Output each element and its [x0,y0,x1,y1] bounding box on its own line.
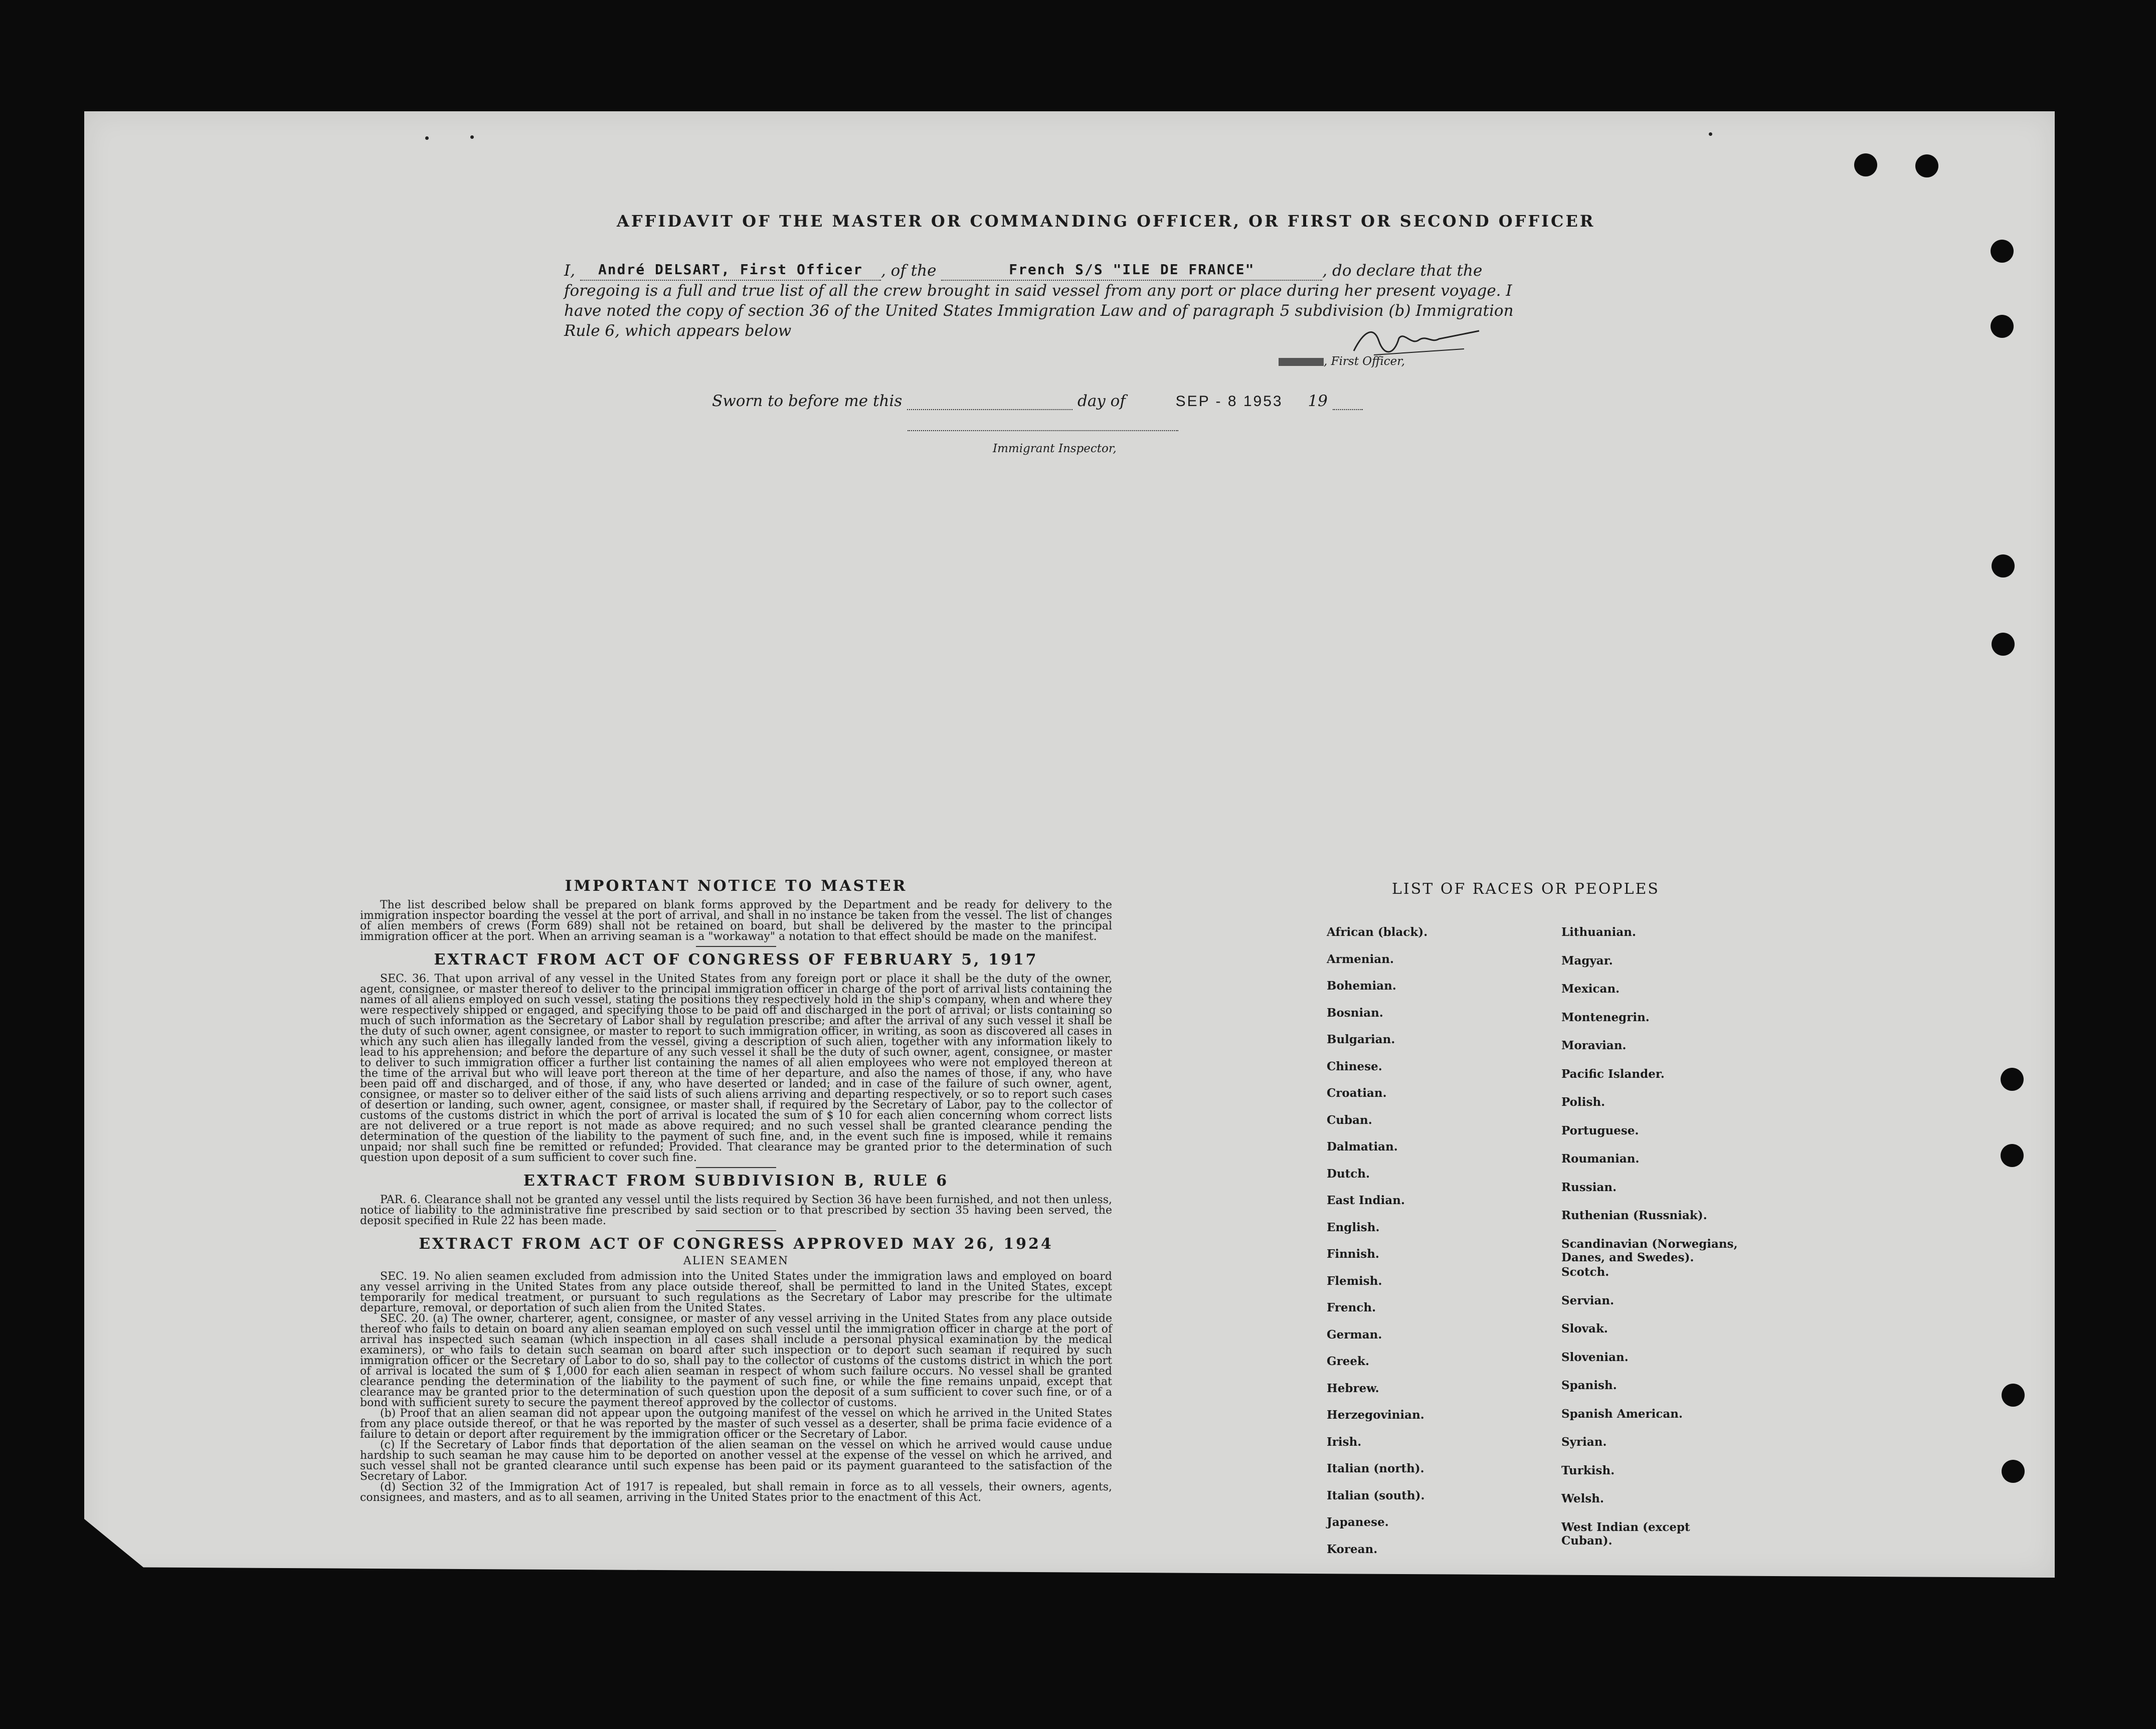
race-item: Armenian. [1327,952,1394,966]
signature-line [1279,355,1405,368]
race-item: French. [1327,1301,1376,1314]
race-item: Magyar. [1561,953,1613,968]
race-item: Bosnian. [1327,1006,1383,1020]
race-item: Pacific Islander. [1561,1067,1665,1081]
race-item: Welsh. [1561,1492,1604,1505]
race-item: Scandinavian (Norwegians, Danes, and Swedes). [1561,1237,1738,1264]
race-item: Ruthenian (Russniak). [1561,1209,1707,1222]
race-item: Spanish American. [1561,1407,1683,1421]
punch-hole [2001,1144,2024,1167]
sec-20b-text: (b) Proof that an alien seaman did not appear upon the outgoing manifest of the vessel on which he arrived in the United States from any place outside thereof, or that he was reported by the master of such vessel as a deserter, shall be prima facie evidence of a failure to detain or deport after requirement by the immigration officer or the Secretary of Labor. [360,1407,1112,1441]
sworn-line [712,392,1363,410]
sworn-day-blank [907,409,1072,410]
race-item: Cuban. [1327,1113,1372,1127]
punch-hole [1992,554,2015,578]
speck [470,135,474,139]
notice-column [360,873,1112,1503]
affidavit-body: that the foregoing is a full and true list of all the crew brought in said vessel from any port or place during her present voyage. I have noted the copy of section 36 of the United States Immigration Law and of paragraph 5 subdivision (b) Immigration Rule 6, which appears below [564,262,1514,340]
affidavit-title: AFFIDAVIT OF THE MASTER OR COMMANDING OFFICER, OR FIRST OR SECOND OFFICER [617,212,1595,231]
race-item: Japanese. [1327,1515,1389,1529]
sec-20c-text: (c) If the Secretary of Labor finds that deportation of the alien seaman on the vessel on which he arrived would cause undue hardship to such seaman he may cause him to be deported on another vessel at the expense of the vessel on which he arrived, and such vessel shall not be granted clearance until such expense has been paid or its payment guaranteed to the satisfaction of the Secretary of Labor. [360,1439,1112,1483]
race-item: Irish. [1327,1435,1362,1449]
race-item: Italian (north). [1327,1462,1424,1475]
race-item: Dutch. [1327,1167,1370,1181]
sworn-label: Sworn to before me this [712,392,903,410]
race-item: Chinese. [1327,1059,1382,1073]
punch-hole [1915,154,1938,177]
race-item: Spanish. [1561,1379,1617,1392]
extract-1924-title: EXTRACT FROM ACT OF CONGRESS APPROVED MAY 26, 1924 [419,1235,1053,1253]
i-label: I, [564,262,576,280]
race-item: Syrian. [1561,1435,1607,1449]
punch-hole [2002,1460,2025,1483]
struck-title [1279,358,1324,366]
race-item: Flemish. [1327,1274,1382,1288]
race-item: Korean. [1327,1542,1378,1556]
of-the-label: , of the [880,262,937,280]
race-item: Hebrew. [1327,1381,1379,1395]
race-item: West Indian (except Cuban). [1561,1520,1690,1548]
race-item: Russian. [1561,1180,1617,1194]
inspector-label: Immigrant Inspector, [993,442,1117,455]
race-item: Bohemian. [1327,979,1396,993]
extract-rule6-text: PAR. 6. Clearance shall not be granted any vessel until the lists required by Section 36 have been furnished, and not then unless, notice of liability to the administrative fine prescribed by said section or to that prescribed by section 35 having been served, the deposit specified in Rule 22 has been made. [360,1194,1112,1227]
divider [696,1230,776,1231]
sec-20d-text: (d) Section 32 of the Immigration Act of 1917 is repealed, but shall remain in force as to all vessels, their owners, agents, consignees, and masters, and as to all seamen, arriving in the United States prior to the enactment of this Act. [360,1481,1112,1504]
race-item: Turkish. [1561,1463,1615,1477]
date-stamp: SEP - 8 1953 [1175,393,1283,410]
year-blank [1333,409,1363,410]
race-item: Herzegovinian. [1327,1408,1424,1422]
punch-hole [1991,315,2014,338]
punch-hole [2001,1068,2024,1091]
punch-hole [1992,633,2015,656]
divider [696,946,776,947]
punch-hole [2002,1384,2025,1407]
race-item: Polish. [1561,1095,1605,1109]
race-item: African (black). [1327,925,1428,939]
race-item: Portuguese. [1561,1123,1639,1137]
extract-1917-text: SEC. 36. That upon arrival of any vessel in the United States from any foreign port or place it shall be the duty of the owner, agent, consignee, or master thereof to deliver to the principal immigration officer in charge of the port of arrival lists containing the names of all aliens employed on such vessel, stating the positions they respectively hold in the ship's company, when and where they were respectively shipped or engaged, and specifying those to be paid off and discharged in the port of arrival; or lists containing so much of such information as the Secretary of Labor shall by regulation prescribe; and after the arrival of any such vessel it shall be the duty of such owner, agent consignee, or master to report to such immigration officer, in writing, as soon as discovered all cases in which any such alien has illegally landed from the vessel, giving a description of such alien, together with any information likely to lead to his apprehension; and before the departure of any such vessel it shall be the duty of such owner, agent, consignee, or master to deliver to such immigration officer a further list containing the names of all alien employees who were not employed thereon at the time of the arrival but who will leave port thereon at the time of her departure, and also the names of those, if any, who have been paid off and discharged, and of those, if any, who have deserted or landed; and in case of the failure of such owner, agent, consignee, or master so to deliver either of the said lists of such aliens arriving and departing respectively, or so to report such cases of desertion or landing, such owner, agent, consignee, or master shall, if required by the Secretary of Labor, pay to the collector of customs of the customs district in which the port of arrival is located the sum of $ 10 for each alien concerning whom correct lists are not delivered or a true report is not made as above required; and no such vessel shall be granted clearance pending the determination of the question of the liability to the payment of such fine, and, in the event such fine is imposed, while it remains unpaid; nor shall such fine be remitted or refunded; Provided. That clearance may be granted prior to the determination of such question upon deposit of a sum sufficient to cover such fine. [360,973,1112,1164]
race-item: Montenegrin. [1561,1010,1650,1024]
race-item: Finnish. [1327,1247,1379,1261]
extract-rule6-title: EXTRACT FROM SUBDIVISION B, RULE 6 [523,1172,949,1190]
race-item: East Indian. [1327,1194,1405,1207]
race-item: English. [1327,1220,1380,1234]
race-item: Slovak. [1561,1322,1608,1335]
race-item: Slovenian. [1561,1350,1629,1364]
races-title: LIST OF RACES OR PEOPLES [1392,880,1660,898]
do-declare-label: , do declare [1322,262,1415,280]
race-item: Moravian. [1561,1039,1627,1052]
speck [425,136,429,140]
race-item: Dalmatian. [1327,1140,1398,1154]
race-item: Mexican. [1561,982,1620,996]
race-item: German. [1327,1327,1382,1341]
year-prefix: 19 [1308,392,1328,410]
vessel-name-field: French S/S "ILE DE FRANCE" [941,260,1322,281]
sec-20a-text: SEC. 20. (a) The owner, charterer, agent, consignee, or master of any vessel arriving in the United States from any place outside thereof who fails to detain on board any alien seaman employed on such vessel until the immigration officer in charge at the port of arrival has inspected such seaman (which inspection in all cases shall include a personal physical examination by the medical examiners), or who fails to detain such seaman on board after such inspection or to deport such seaman if required by such immigration officer or the Secretary of Labor to do so, shall pay to the collector of customs of the customs district in which the port of arrival is located the sum of $ 1,000 for each alien seaman in respect of whom such failure occurs. No vessel shall be granted clearance pending the determination of the liability to the payment of such fine, or while the fine remains unpaid, except that clearance may be granted prior to the determination of such question upon the deposit of a sum sufficient to cover such fine, or of a bond with sufficient surety to secure the payment thereof approved by the collector of customs. [360,1312,1112,1409]
speck [1709,132,1712,136]
extract-1917-title: EXTRACT FROM ACT OF CONGRESS OF FEBRUARY 5, 1917 [434,951,1038,969]
race-item: Croatian. [1327,1086,1387,1100]
race-item: Roumanian. [1561,1152,1640,1166]
race-item: Italian (south). [1327,1488,1425,1502]
race-item: Scotch. [1561,1265,1609,1279]
signature-title: , First Officer, [1324,355,1405,368]
sec-19-text: SEC. 19. No alien seamen excluded from admission into the United States under the immigration laws and employed on board any vessel arriving in the United States from any place outside thereof, shall be permitted to land in the United States, except temporarily for medical treatment, or pursuant to such regulations as the Secretary of Labor may prescribe for the ultimate departure, removal, or deportation of such alien from the United States. [360,1270,1112,1314]
race-item: Greek. [1327,1355,1369,1368]
race-item: Bulgarian. [1327,1033,1395,1046]
race-item: Lithuanian. [1561,925,1636,939]
punch-hole [1854,153,1877,176]
officer-name-field: André DELSART, First Officer [580,260,881,281]
race-item: Servian. [1561,1293,1614,1307]
alien-seamen-subtitle: ALIEN SEAMEN [683,1255,789,1267]
notice-text: The list described below shall be prepared on blank forms approved by the Department and be ready for delivery to the immigration inspector boarding the vessel at the port of arrival, and shall in no instance be taken from the vessel. The list of changes of alien members of crews (Form 689) shall not be retained on board, but shall be delivered by the master to the principal immigration officer at the port. When an arriving seaman is a "workaway" a notation to that effect should be made on the manifest. [360,899,1112,943]
punch-hole [1991,240,2014,263]
divider [696,1167,776,1168]
inspector-signature-line [908,430,1178,431]
notice-title: IMPORTANT NOTICE TO MASTER [565,877,908,895]
day-of-label: day of [1077,392,1126,410]
